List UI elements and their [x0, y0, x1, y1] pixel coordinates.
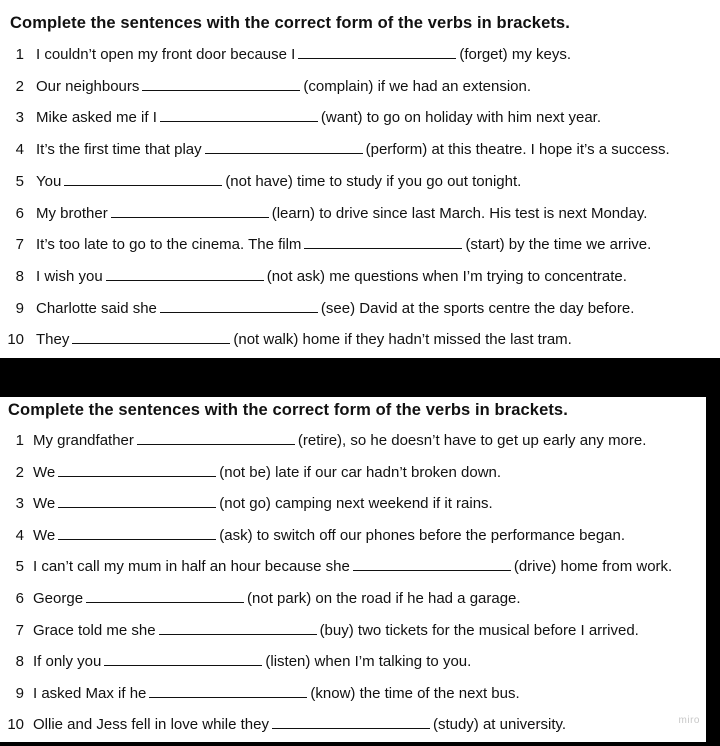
- sentence-start: If only you: [33, 653, 102, 671]
- answer-blank[interactable]: [142, 76, 300, 91]
- item-number: 9: [15, 684, 24, 702]
- sentence-start: It’s too late to go to the cinema. The film: [36, 236, 302, 254]
- sentence-end: (not have) time to study if you go out tonight.: [225, 172, 522, 190]
- exercise-1-heading: Complete the sentences with the correct form of the verbs in brackets.: [10, 14, 570, 32]
- answer-blank[interactable]: [104, 651, 262, 666]
- item-number: 4: [15, 526, 24, 544]
- sentence: [33, 525, 625, 547]
- answer-blank[interactable]: [149, 683, 307, 698]
- sentence-end: (buy) two tickets for the musical before I arrived.: [319, 621, 639, 639]
- sentence: [36, 266, 627, 288]
- item-number: 8: [15, 267, 24, 285]
- sentence: [33, 620, 639, 642]
- answer-blank[interactable]: [137, 430, 295, 445]
- sentence-start: Charlotte said she: [36, 299, 157, 317]
- sentence: [33, 714, 566, 736]
- item-number: 3: [15, 495, 24, 513]
- sentence-end: (not walk) home if they hadn’t missed the last tram.: [233, 331, 572, 349]
- sentence-end: (drive) home from work.: [513, 558, 673, 576]
- sentence-start: Mike asked me if I: [36, 109, 157, 127]
- answer-blank[interactable]: [58, 493, 216, 508]
- sentence-end: (not go) camping next weekend if it rains.: [219, 495, 493, 513]
- sentence: [33, 430, 646, 452]
- sentence-end: (not be) late if our car hadn’t broken down.: [219, 463, 502, 481]
- sentence-end: (learn) to drive since last March. His test is next Monday.: [271, 204, 648, 222]
- exercise-1-panel: [0, 0, 720, 358]
- sentence-start: I asked Max if he: [33, 684, 147, 702]
- exercise-2-heading: Complete the sentences with the correct form of the verbs in brackets.: [8, 401, 568, 419]
- sentence-start: George: [33, 590, 84, 607]
- sentence-start: My grandfather: [33, 432, 134, 449]
- item-number: 5: [15, 558, 24, 576]
- sentence: [33, 588, 521, 610]
- item-number: 10: [7, 716, 24, 734]
- watermark: miro: [678, 715, 700, 726]
- item-number: 5: [15, 172, 24, 190]
- sentence: [33, 493, 493, 515]
- item-number: 8: [15, 653, 24, 671]
- item-number: 3: [15, 109, 24, 127]
- sentence-end: (start) by the time we arrive.: [465, 236, 652, 254]
- item-number: 2: [15, 77, 24, 95]
- answer-blank[interactable]: [353, 556, 511, 571]
- sentence: [36, 76, 531, 98]
- sentence: [36, 44, 571, 66]
- item-number: 2: [15, 463, 24, 481]
- sentence: [33, 651, 471, 673]
- sentence-start: I can’t call my mum in half an hour because she: [33, 558, 350, 576]
- answer-blank[interactable]: [160, 298, 318, 313]
- sentence: [36, 203, 647, 225]
- sentence-start: Grace told me she: [33, 621, 156, 639]
- sentence: [36, 107, 601, 129]
- sentence-start: Ollie and Jess fell in love while they: [33, 716, 269, 734]
- sentence-start: You: [36, 172, 62, 190]
- exercise-2-panel: [0, 397, 706, 742]
- item-number: 7: [15, 621, 24, 639]
- item-number: 1: [15, 46, 24, 63]
- sentence-start: My brother: [36, 204, 108, 222]
- answer-blank[interactable]: [58, 525, 216, 540]
- answer-blank[interactable]: [205, 139, 363, 154]
- sentence-end: (retire), so he doesn’t have to get up early any more.: [297, 432, 647, 449]
- sentence-end: (see) David at the sports centre the day before.: [320, 299, 635, 317]
- sentence-start: I wish you: [36, 267, 103, 285]
- sentence: [36, 298, 634, 320]
- answer-blank[interactable]: [86, 588, 244, 603]
- sentence-end: (ask) to switch off our phones before the performance began.: [219, 526, 626, 544]
- sentence-end: (complain) if we had an extension.: [303, 77, 532, 95]
- sentence-start: We: [33, 463, 56, 481]
- sentence-start: Our neighbours: [36, 77, 140, 95]
- sentence-start: We: [33, 526, 56, 544]
- sentence-end: (listen) when I’m talking to you.: [265, 653, 472, 671]
- item-number: 6: [15, 204, 24, 222]
- item-number: 7: [15, 236, 24, 254]
- sentence-end: (want) to go on holiday with him next year.: [320, 109, 602, 127]
- answer-blank[interactable]: [106, 266, 264, 281]
- sentence-start: We: [33, 495, 56, 513]
- item-number: 6: [15, 590, 24, 607]
- answer-blank[interactable]: [64, 171, 222, 186]
- sentence-start: It’s the first time that play: [36, 141, 202, 159]
- sentence: [36, 234, 651, 256]
- item-number: 4: [15, 141, 24, 159]
- sentence: [36, 329, 572, 351]
- sentence-end: (not ask) me questions when I’m trying to concentrate.: [266, 267, 627, 285]
- answer-blank[interactable]: [160, 107, 318, 122]
- sentence: [33, 556, 672, 578]
- sentence: [36, 171, 521, 193]
- sentence-start: I couldn’t open my front door because I: [36, 46, 296, 63]
- sentence: [33, 683, 520, 705]
- item-number: 1: [15, 432, 24, 449]
- answer-blank[interactable]: [72, 329, 230, 344]
- sentence-end: (know) the time of the next bus.: [310, 684, 520, 702]
- answer-blank[interactable]: [111, 203, 269, 218]
- sentence-start: They: [36, 331, 70, 349]
- sentence: [33, 462, 501, 484]
- sentence-end: (perform) at this theatre. I hope it’s a success.: [365, 141, 670, 159]
- sentence: [36, 139, 670, 161]
- item-number: 10: [7, 331, 24, 349]
- sentence-end: (study) at university.: [432, 716, 567, 734]
- item-number: 9: [15, 299, 24, 317]
- answer-blank[interactable]: [159, 620, 317, 635]
- sentence-end: (not park) on the road if he had a garage.: [247, 590, 521, 607]
- answer-blank[interactable]: [304, 234, 462, 249]
- sentence-end: (forget) my keys.: [459, 46, 572, 63]
- answer-blank[interactable]: [58, 462, 216, 477]
- answer-blank[interactable]: [272, 714, 430, 729]
- answer-blank[interactable]: [298, 44, 456, 59]
